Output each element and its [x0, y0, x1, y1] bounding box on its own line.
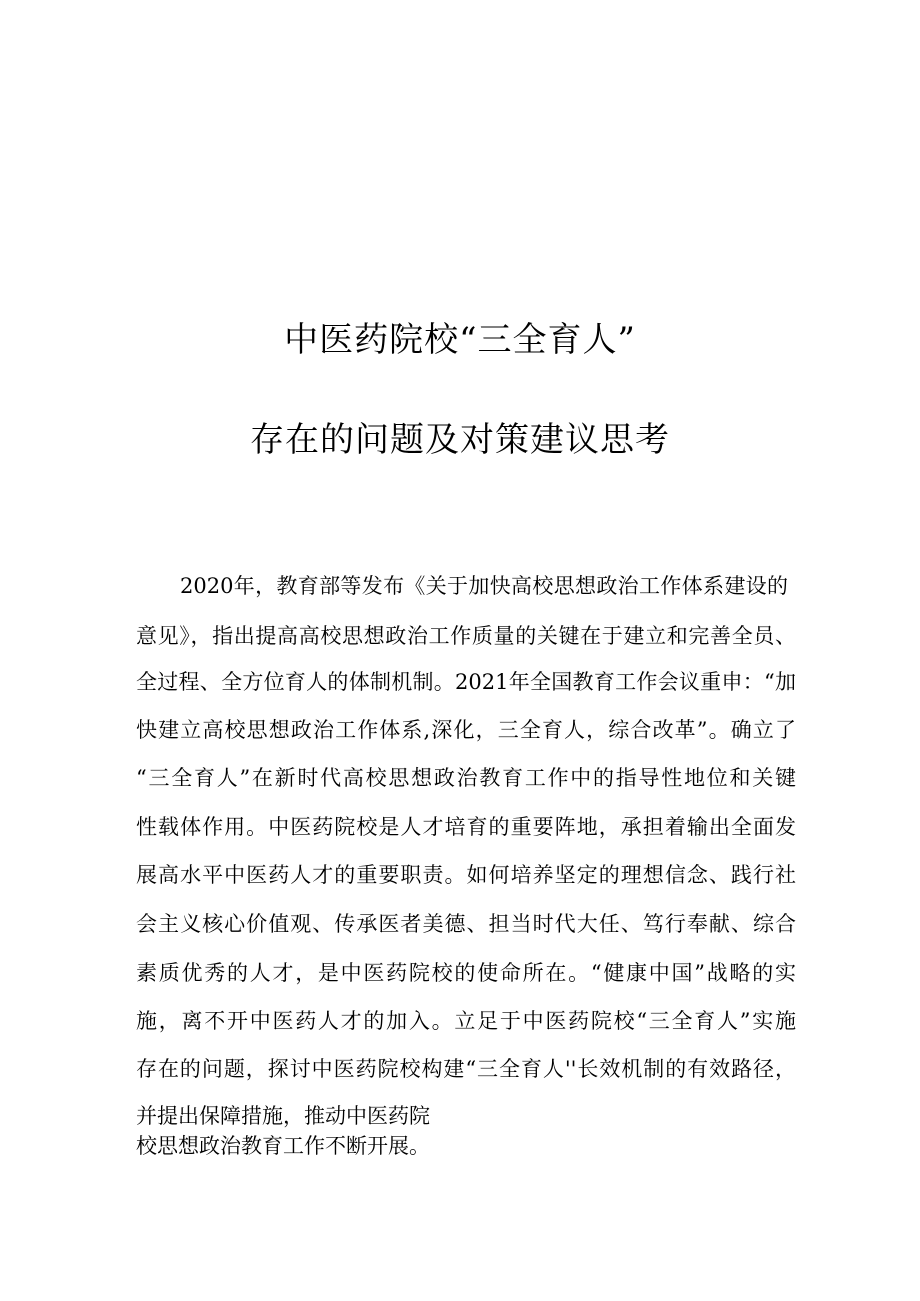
paragraph-line: 素质优秀的人才，是中医药院校的使命所在。“健康中国”战略的实 — [136, 961, 796, 985]
paragraph-line: “三全育人”在新时代高校思想政治教育工作中的指导性地位和关键 — [136, 766, 796, 790]
paragraph-line: 施，离不开中医药人才的加入。立足于中医药院校“三全育人”实施 — [136, 1009, 796, 1033]
paragraph-line: 展高水平中医药人才的重要职责。如何培养坚定的理想信念、践行社 — [136, 863, 796, 887]
paragraph-line: 2020年，教育部等发布《关于加快高校思想政治工作体系建设的 — [180, 574, 788, 598]
paragraph-line: 存在的问题，探讨中医药院校构建“三全育人''长效机制的有效路径， — [136, 1057, 796, 1081]
paragraph-line: 会主义核心价值观、传承医者美德、担当时代大任、笃行奉献、综合 — [136, 912, 796, 936]
paragraph-line: 意见》，指出提高高校思想政治工作质量的关键在于建立和完善全员、 — [136, 624, 796, 648]
paragraph-line: 全过程、全方位育人的体制机制。2021年全国教育工作会议重申：“加 — [136, 670, 796, 694]
paragraph-line: 并提出保障措施，推动中医药院 — [136, 1104, 430, 1128]
document-title-line-2: 存在的问题及对策建议思考 — [250, 420, 670, 460]
document-title-line-1: 中医药院校“三全育人” — [284, 320, 636, 360]
paragraph-line: 性载体作用。中医药院校是人才培育的重要阵地，承担着输出全面发 — [136, 815, 796, 839]
paragraph-line: 校思想政治教育工作不断开展。 — [136, 1134, 430, 1158]
paragraph-line: 快建立高校思想政治工作体系,深化，三全育人，综合改革”。确立了 — [136, 718, 796, 742]
